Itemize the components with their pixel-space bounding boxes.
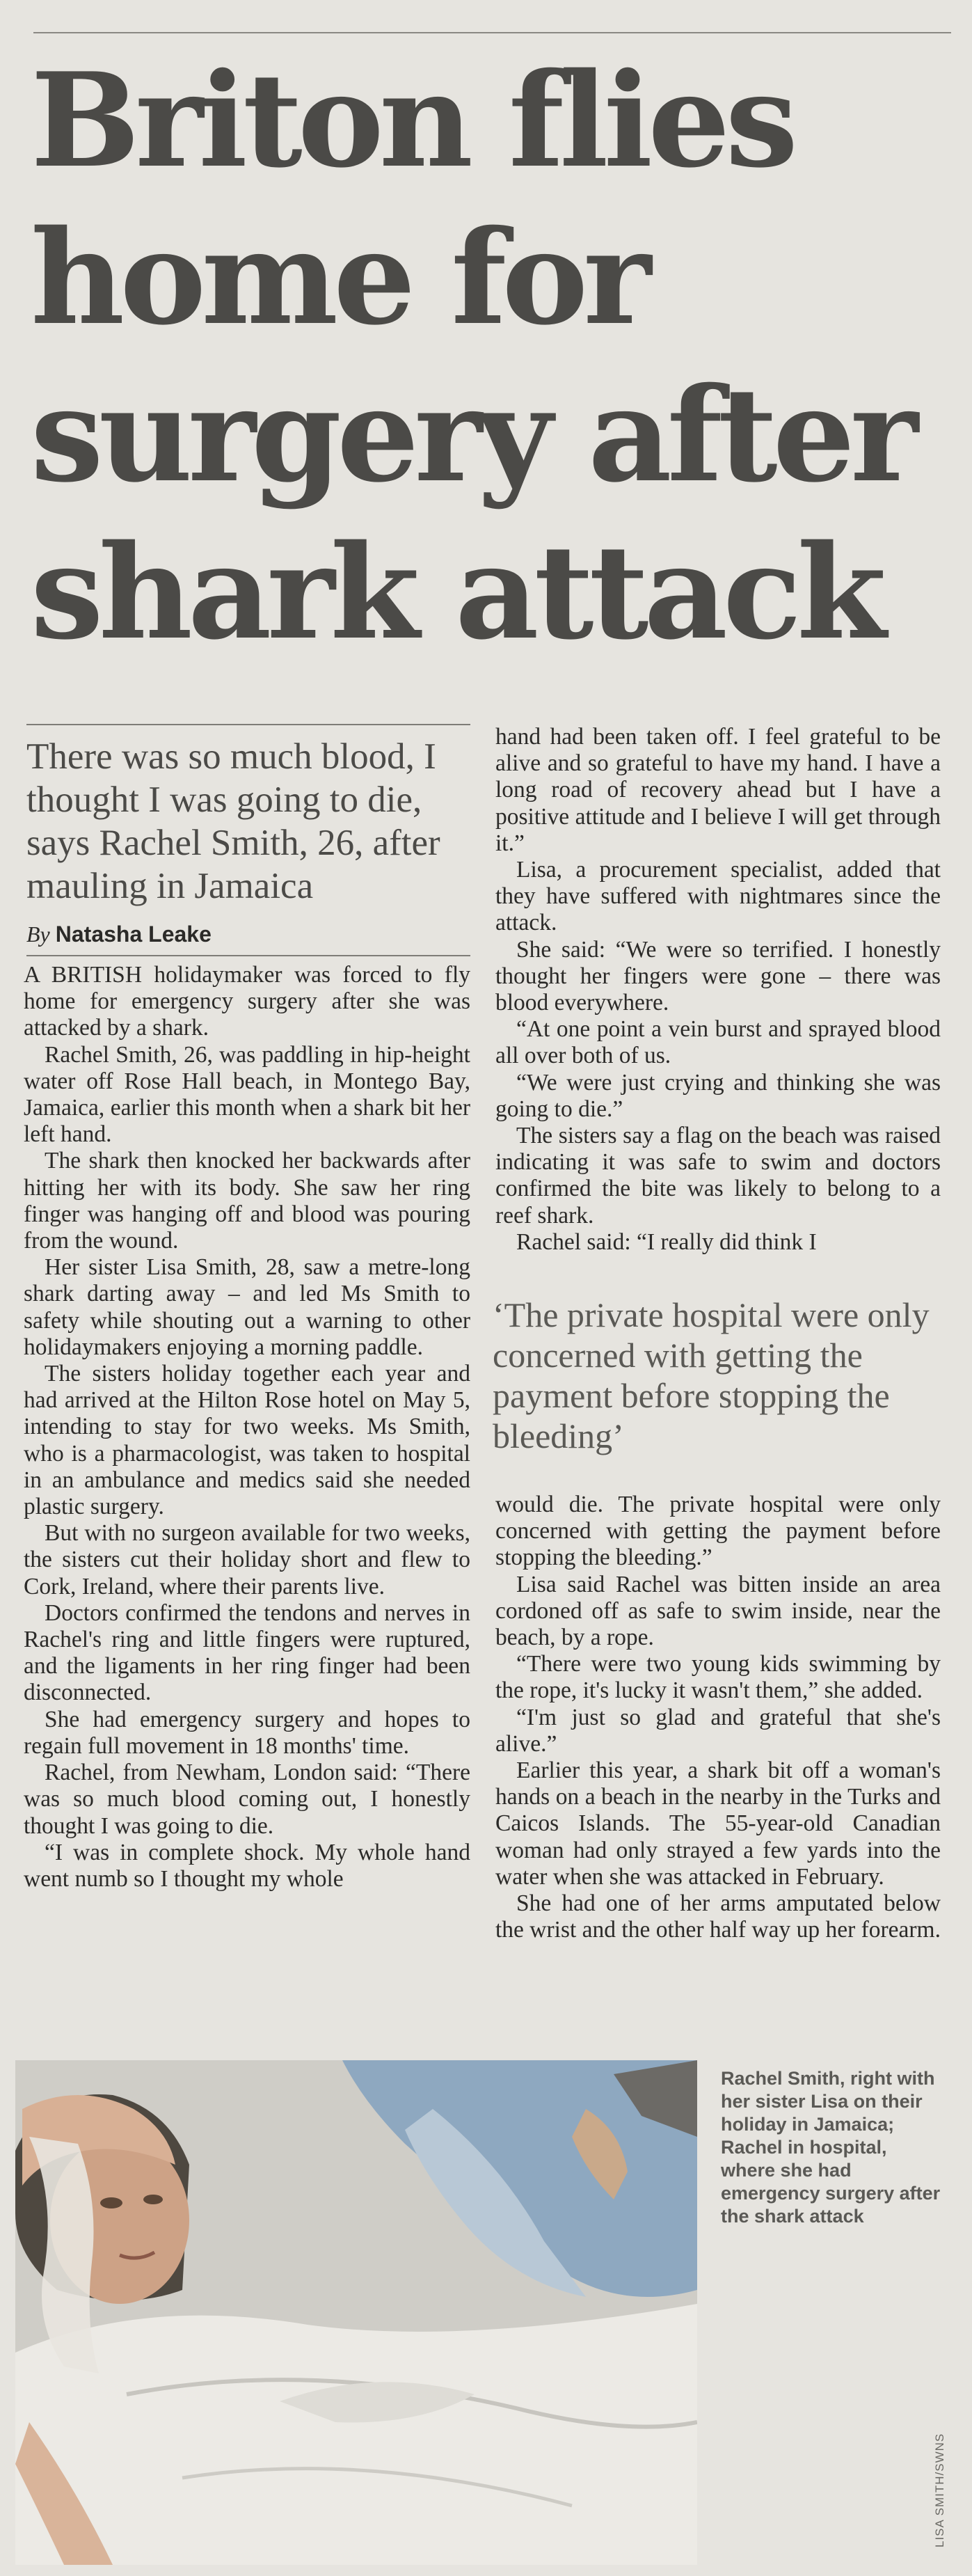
paragraph: “At one point a vein burst and sprayed blood all over both of us. — [495, 1016, 941, 1069]
paragraph: “We were just crying and thinking she was going to die.” — [495, 1069, 941, 1122]
paragraph: Rachel, from Newham, London said: “There was so much blood coming out, I honestly thought I was going to die. — [24, 1760, 470, 1839]
pull-quote: ‘The private hospital were only concerned with getting the payment before stopping the bleeding’ — [493, 1295, 930, 1455]
paragraph: The sisters holiday together each year and had arrived at the Hilton Rose hotel on May 5, intending to stay for two weeks. Ms Smith, who is a pharmacologist, was taken to hospital in an ambulance and medics said she needed plastic surgery. — [24, 1361, 470, 1520]
paragraph: Lisa, a procurement specialist, added that they have suffered with nightmares since the attack. — [495, 857, 941, 936]
paragraph: “I was in complete shock. My whole hand went numb so I thought my whole — [24, 1839, 470, 1892]
paragraph: hand had been taken off. I feel grateful to be alive and so grateful to have my hand. I have a long road of recovery ahead but I have a positive attitude and I believe I will get through it.” — [495, 724, 941, 856]
paragraph: She had one of her arms amputated below the wrist and the other half way up her forearm. — [495, 1890, 941, 1943]
hospital-photo-illustration — [15, 2060, 697, 2565]
standfirst: There was so much blood, I thought I was going to die, says Rachel Smith, 26, after mauling in Jamaica — [26, 736, 440, 906]
top-rule — [33, 32, 951, 33]
headline: Briton flies home for surgery after shark attack — [31, 44, 914, 668]
hospital-photo — [15, 2060, 697, 2565]
paragraph: Lisa said Rachel was bitten inside an area cordoned off as safe to swim inside, near the beach, by a rope. — [495, 1571, 941, 1651]
paragraph: would die. The private hospital were only concerned with getting the payment before stopping the bleeding.” — [495, 1492, 941, 1571]
paragraph: The shark then knocked her backwards after hitting her with its body. She saw her ring finger was hanging off and blood was pouring from the wound. — [24, 1148, 470, 1254]
paragraph: “I'm just so glad and grateful that she's alive.” — [495, 1704, 941, 1757]
paragraph: She said: “We were so terrified. I honestly thought her fingers were gone – there was blood everywhere. — [495, 936, 941, 1016]
byline-author: Natasha Leake — [55, 922, 212, 947]
paragraph: Doctors confirmed the tendons and nerves in Rachel's ring and little fingers were ruptured, and the ligaments in her ring finger had been disconnected. — [24, 1599, 470, 1706]
paragraph: Her sister Lisa Smith, 28, saw a metre-long shark darting away – and led Ms Smith to safety while shouting out a warning to other holidaymakers enjoying a morning paddle. — [24, 1254, 470, 1360]
paragraph: “There were two young kids swimming by the rope, it's lucky it wasn't them,” she added. — [495, 1651, 941, 1704]
paragraph: She had emergency surgery and hopes to regain full movement in 18 months' time. — [24, 1706, 470, 1759]
paragraph: Rachel Smith, 26, was paddling in hip-height water off Rose Hall beach, in Montego Bay, Jamaica, earlier this month when a shark bit her left hand. — [24, 1041, 470, 1148]
paragraph: Rachel said: “I really did think I — [516, 1228, 817, 1255]
photo-credit: LISA SMITH/SWNS — [933, 2433, 946, 2547]
standfirst-rule — [26, 724, 470, 725]
article-column-right-bottom — [495, 1492, 941, 1943]
paragraph: But with no surgeon available for two weeks, the sisters cut their holiday short and flew to Cork, Ireland, where their parents live. — [24, 1520, 470, 1599]
photo-caption: Rachel Smith, right with her sister Lisa on their holiday in Jamaica; Rachel in hospital, where she had emergency surgery after the shark attack — [721, 2068, 941, 2227]
byline-prefix: By — [26, 922, 50, 947]
paragraph: A BRITISH holidaymaker was forced to fly home for emergency surgery after she was attacked by a shark. — [24, 962, 470, 1041]
byline — [26, 920, 472, 948]
byline-rule — [26, 955, 470, 956]
paragraph: The sisters say a flag on the beach was raised indicating it was safe to swim and doctors confirmed the bite was likely to belong to a reef shark. — [495, 1123, 941, 1228]
article-column-left — [24, 962, 470, 1893]
paragraph: Earlier this year, a shark bit off a woman's hands on a beach in the nearby in the Turks and Caicos Islands. The 55-year-old Canadian woman had only strayed a few yards into the water when she was attacked in February. — [495, 1757, 941, 1890]
article-column-right-top — [495, 724, 941, 1256]
